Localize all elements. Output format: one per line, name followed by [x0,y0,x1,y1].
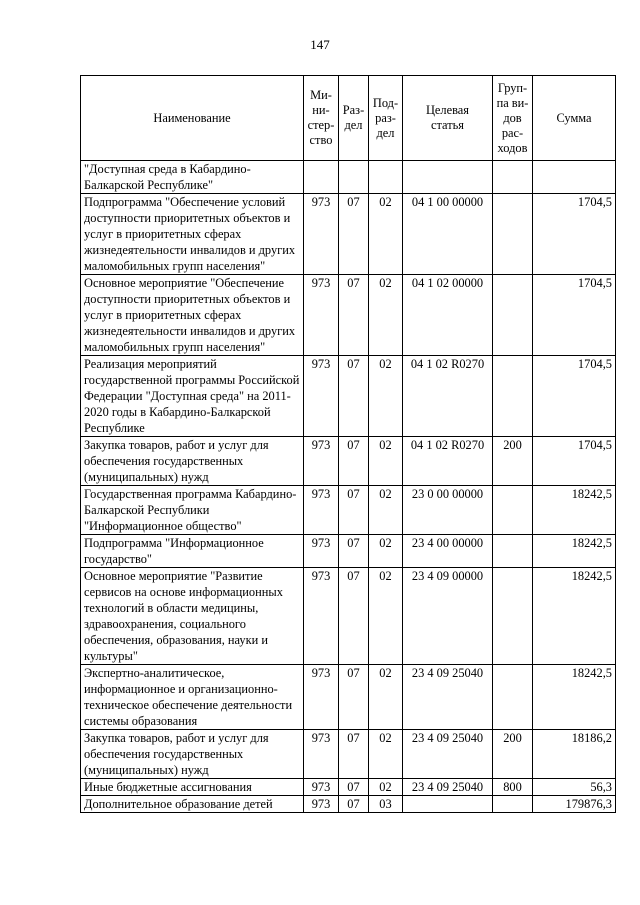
cell-razdel: 07 [339,665,369,730]
cell-razdel: 07 [339,779,369,796]
cell-sum: 18242,5 [533,486,616,535]
table-row [81,730,616,779]
cell-target: 23 4 09 25040 [403,665,493,730]
cell-sum: 1704,5 [533,275,616,356]
cell-podrazdel: 02 [369,437,403,486]
cell-group [493,275,533,356]
header-target: Целевая статья [403,76,493,161]
cell-razdel: 07 [339,730,369,779]
table-row [81,568,616,665]
cell-ministry: 973 [304,356,339,437]
cell-target: 04 1 02 R0270 [403,437,493,486]
cell-group: 200 [493,437,533,486]
cell-target: 04 1 00 00000 [403,194,493,275]
cell-name: "Доступная среда в Кабардино-Балкарской Республике" [81,161,304,194]
cell-podrazdel: 02 [369,779,403,796]
cell-razdel: 07 [339,275,369,356]
table-row [81,665,616,730]
cell-podrazdel: 02 [369,356,403,437]
cell-ministry: 973 [304,730,339,779]
cell-group [493,194,533,275]
cell-name: Основное мероприятие "Обеспечение доступности приоритетных объектов и услуг в приоритетных сферах жизнедеятельности инвалидов и других маломобильных групп населения" [81,275,304,356]
cell-target: 23 4 00 00000 [403,535,493,568]
cell-group [493,486,533,535]
cell-podrazdel: 02 [369,275,403,356]
header-ministry: Ми- ни- стер- ство [304,76,339,161]
cell-razdel: 07 [339,486,369,535]
cell-podrazdel: 02 [369,535,403,568]
cell-group [493,356,533,437]
cell-sum: 1704,5 [533,356,616,437]
cell-podrazdel: 03 [369,796,403,813]
cell-ministry: 973 [304,796,339,813]
cell-group [493,796,533,813]
cell-target: 23 4 09 25040 [403,730,493,779]
table-body [81,161,616,813]
cell-name: Дополнительное образование детей [81,796,304,813]
table-row [81,275,616,356]
cell-name: Основное мероприятие "Развитие сервисов на основе информационных технологий в области медицины, здравоохранения, социального обеспечения, образования, науки и культуры" [81,568,304,665]
cell-razdel: 07 [339,796,369,813]
cell-group: 800 [493,779,533,796]
cell-ministry: 973 [304,779,339,796]
cell-sum [533,161,616,194]
cell-razdel: 07 [339,356,369,437]
cell-group [493,535,533,568]
cell-group [493,665,533,730]
cell-ministry: 973 [304,486,339,535]
table-row [81,796,616,813]
table-row [81,437,616,486]
cell-ministry: 973 [304,275,339,356]
header-name: Наименование [81,76,304,161]
cell-target: 04 1 02 R0270 [403,356,493,437]
cell-razdel: 07 [339,437,369,486]
cell-sum: 18186,2 [533,730,616,779]
cell-ministry: 973 [304,665,339,730]
cell-razdel [339,161,369,194]
cell-sum: 18242,5 [533,665,616,730]
cell-name: Подпрограмма "Обеспечение условий доступности приоритетных объектов и услуг в приоритетных сферах жизнедеятельности инвалидов и других маломобильных групп населения" [81,194,304,275]
table-header [81,76,616,161]
cell-name: Государственная программа Кабардино-Балкарской Республики "Информационное общество" [81,486,304,535]
cell-ministry: 973 [304,194,339,275]
header-group: Груп- па ви- дов рас- ходов [493,76,533,161]
cell-group [493,568,533,665]
cell-group: 200 [493,730,533,779]
header-razdel: Раз- дел [339,76,369,161]
table-row [81,161,616,194]
cell-ministry [304,161,339,194]
header-sum: Сумма [533,76,616,161]
cell-name: Реализация мероприятий государственной программы Российской Федерации "Доступная среда" на 2011-2020 годы в Кабардино-Балкарской Республике [81,356,304,437]
page-number: 147 [310,37,330,52]
cell-sum: 18242,5 [533,568,616,665]
cell-target: 23 0 00 00000 [403,486,493,535]
cell-ministry: 973 [304,568,339,665]
cell-razdel: 07 [339,535,369,568]
cell-ministry: 973 [304,535,339,568]
cell-podrazdel: 02 [369,486,403,535]
table-row [81,535,616,568]
cell-podrazdel: 02 [369,665,403,730]
cell-razdel: 07 [339,194,369,275]
cell-target [403,161,493,194]
cell-podrazdel [369,161,403,194]
cell-podrazdel: 02 [369,730,403,779]
cell-name: Иные бюджетные ассигнования [81,779,304,796]
cell-sum: 56,3 [533,779,616,796]
cell-target: 23 4 09 00000 [403,568,493,665]
header-podrazdel: Под- раз- дел [369,76,403,161]
table-row [81,779,616,796]
cell-sum: 18242,5 [533,535,616,568]
cell-target [403,796,493,813]
cell-name: Закупка товаров, работ и услуг для обеспечения государственных (муниципальных) нужд [81,437,304,486]
table-row [81,356,616,437]
cell-name: Подпрограмма "Информационное государство" [81,535,304,568]
cell-sum: 1704,5 [533,437,616,486]
cell-target: 04 1 02 00000 [403,275,493,356]
cell-sum: 179876,3 [533,796,616,813]
cell-group [493,161,533,194]
header-row [81,76,616,161]
table-row [81,486,616,535]
budget-table [80,75,616,813]
cell-razdel: 07 [339,568,369,665]
cell-podrazdel: 02 [369,568,403,665]
cell-ministry: 973 [304,437,339,486]
cell-target: 23 4 09 25040 [403,779,493,796]
table-row [81,194,616,275]
cell-name: Закупка товаров, работ и услуг для обеспечения государственных (муниципальных) нужд [81,730,304,779]
cell-sum: 1704,5 [533,194,616,275]
cell-podrazdel: 02 [369,194,403,275]
cell-name: Экспертно-аналитическое, информационное и организационно-техническое обеспечение деятельности системы образования [81,665,304,730]
